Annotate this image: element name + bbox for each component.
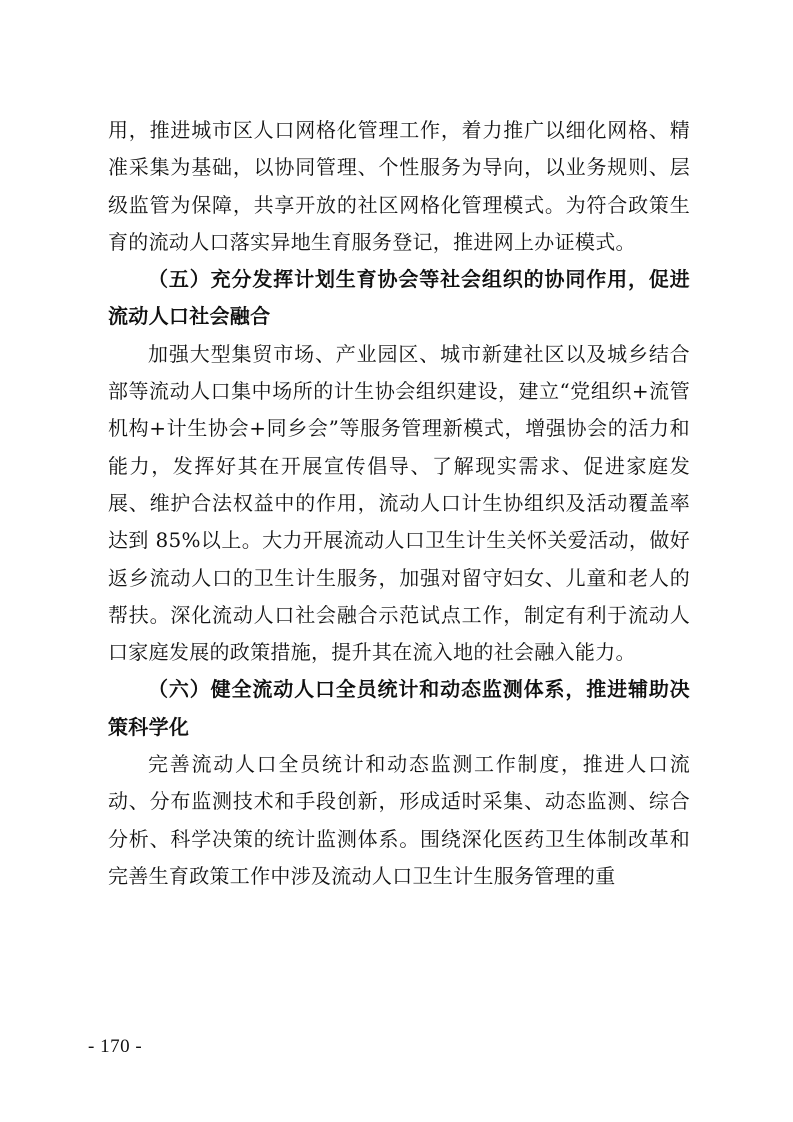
- paragraph-section-5: 加强大型集贸市场、产业园区、城市新建社区以及城乡结合部等流动人口集中场所的计生协会组织建设，建立“党组织+流管机构+计生协会+同乡会”等服务管理新模式，增强协会的活力和能力，发挥好其在开展宣传倡导、了解现实需求、促进家庭发展、维护合法权益中的作用，流动人口计生协组织及活动覆盖率达到 85%以上。大力开展流动人口卫生计生关怀关爱活动，做好返乡流动人口的卫生计生服务，加强对留守妇女、儿童和老人的帮扶。深化流动人口社会融合示范试点工作，制定有利于流动人口家庭发展的政策措施，提升其在流入地的社会融入能力。: [108, 341, 690, 665]
- paragraph-continuation: 用，推进城市区人口网格化管理工作，着力推广以细化网格、精准采集为基础，以协同管理、个性服务为导向，以业务规则、层级监管为保障，共享开放的社区网格化管理模式。为符合政策生育的流动人口落实异地生育服务登记，推进网上办证模式。: [108, 118, 690, 254]
- paragraph-section-6: 完善流动人口全员统计和动态监测工作制度，推进人口流动、分布监测技术和手段创新，形成适时采集、动态监测、综合分析、科学决策的统计监测体系。围绕深化医药卫生体制改革和完善生育政策工作中涉及流动人口卫生计生服务管理的重: [108, 752, 690, 888]
- section-heading-6: （六）健全流动人口全员统计和动态监测体系，推进辅助决策科学化: [108, 677, 690, 739]
- section-heading-5: （五）充分发挥计划生育协会等社会组织的协同作用，促进流动人口社会融合: [108, 267, 690, 329]
- body-text: [108, 112, 690, 895]
- page-number: - 170 -: [88, 1036, 143, 1057]
